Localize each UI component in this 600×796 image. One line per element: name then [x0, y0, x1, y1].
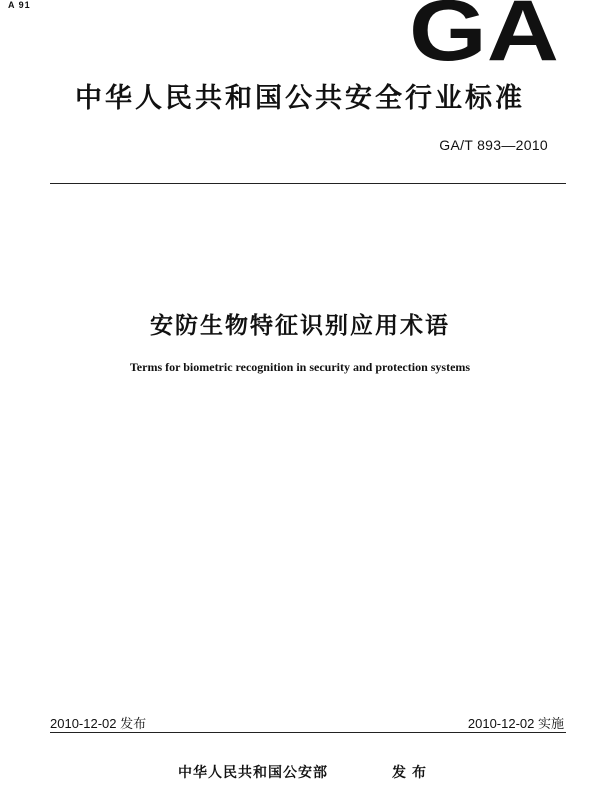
- issuing-action: 发布: [392, 765, 432, 781]
- document-title-en: Terms for biometric recognition in security and protection systems: [129, 360, 471, 374]
- implementation-date: 2010-12-02 实施: [467, 716, 564, 731]
- classification-code: A 91: [8, 0, 31, 10]
- header-divider: [50, 183, 566, 184]
- standard-category-title: 中华人民共和国公共安全行业标准: [75, 83, 525, 114]
- document-title-zh: 安防生物特征识别应用术语: [150, 313, 450, 339]
- standard-number: GA/T 893—2010: [439, 137, 548, 153]
- issue-date: 2010-12-02 发布: [50, 716, 147, 731]
- footer-divider: [50, 732, 566, 733]
- ga-logo: [404, 0, 564, 70]
- ga-logo-text: GA: [409, 0, 559, 70]
- issuing-authority: 中华人民共和国公安部: [178, 765, 328, 781]
